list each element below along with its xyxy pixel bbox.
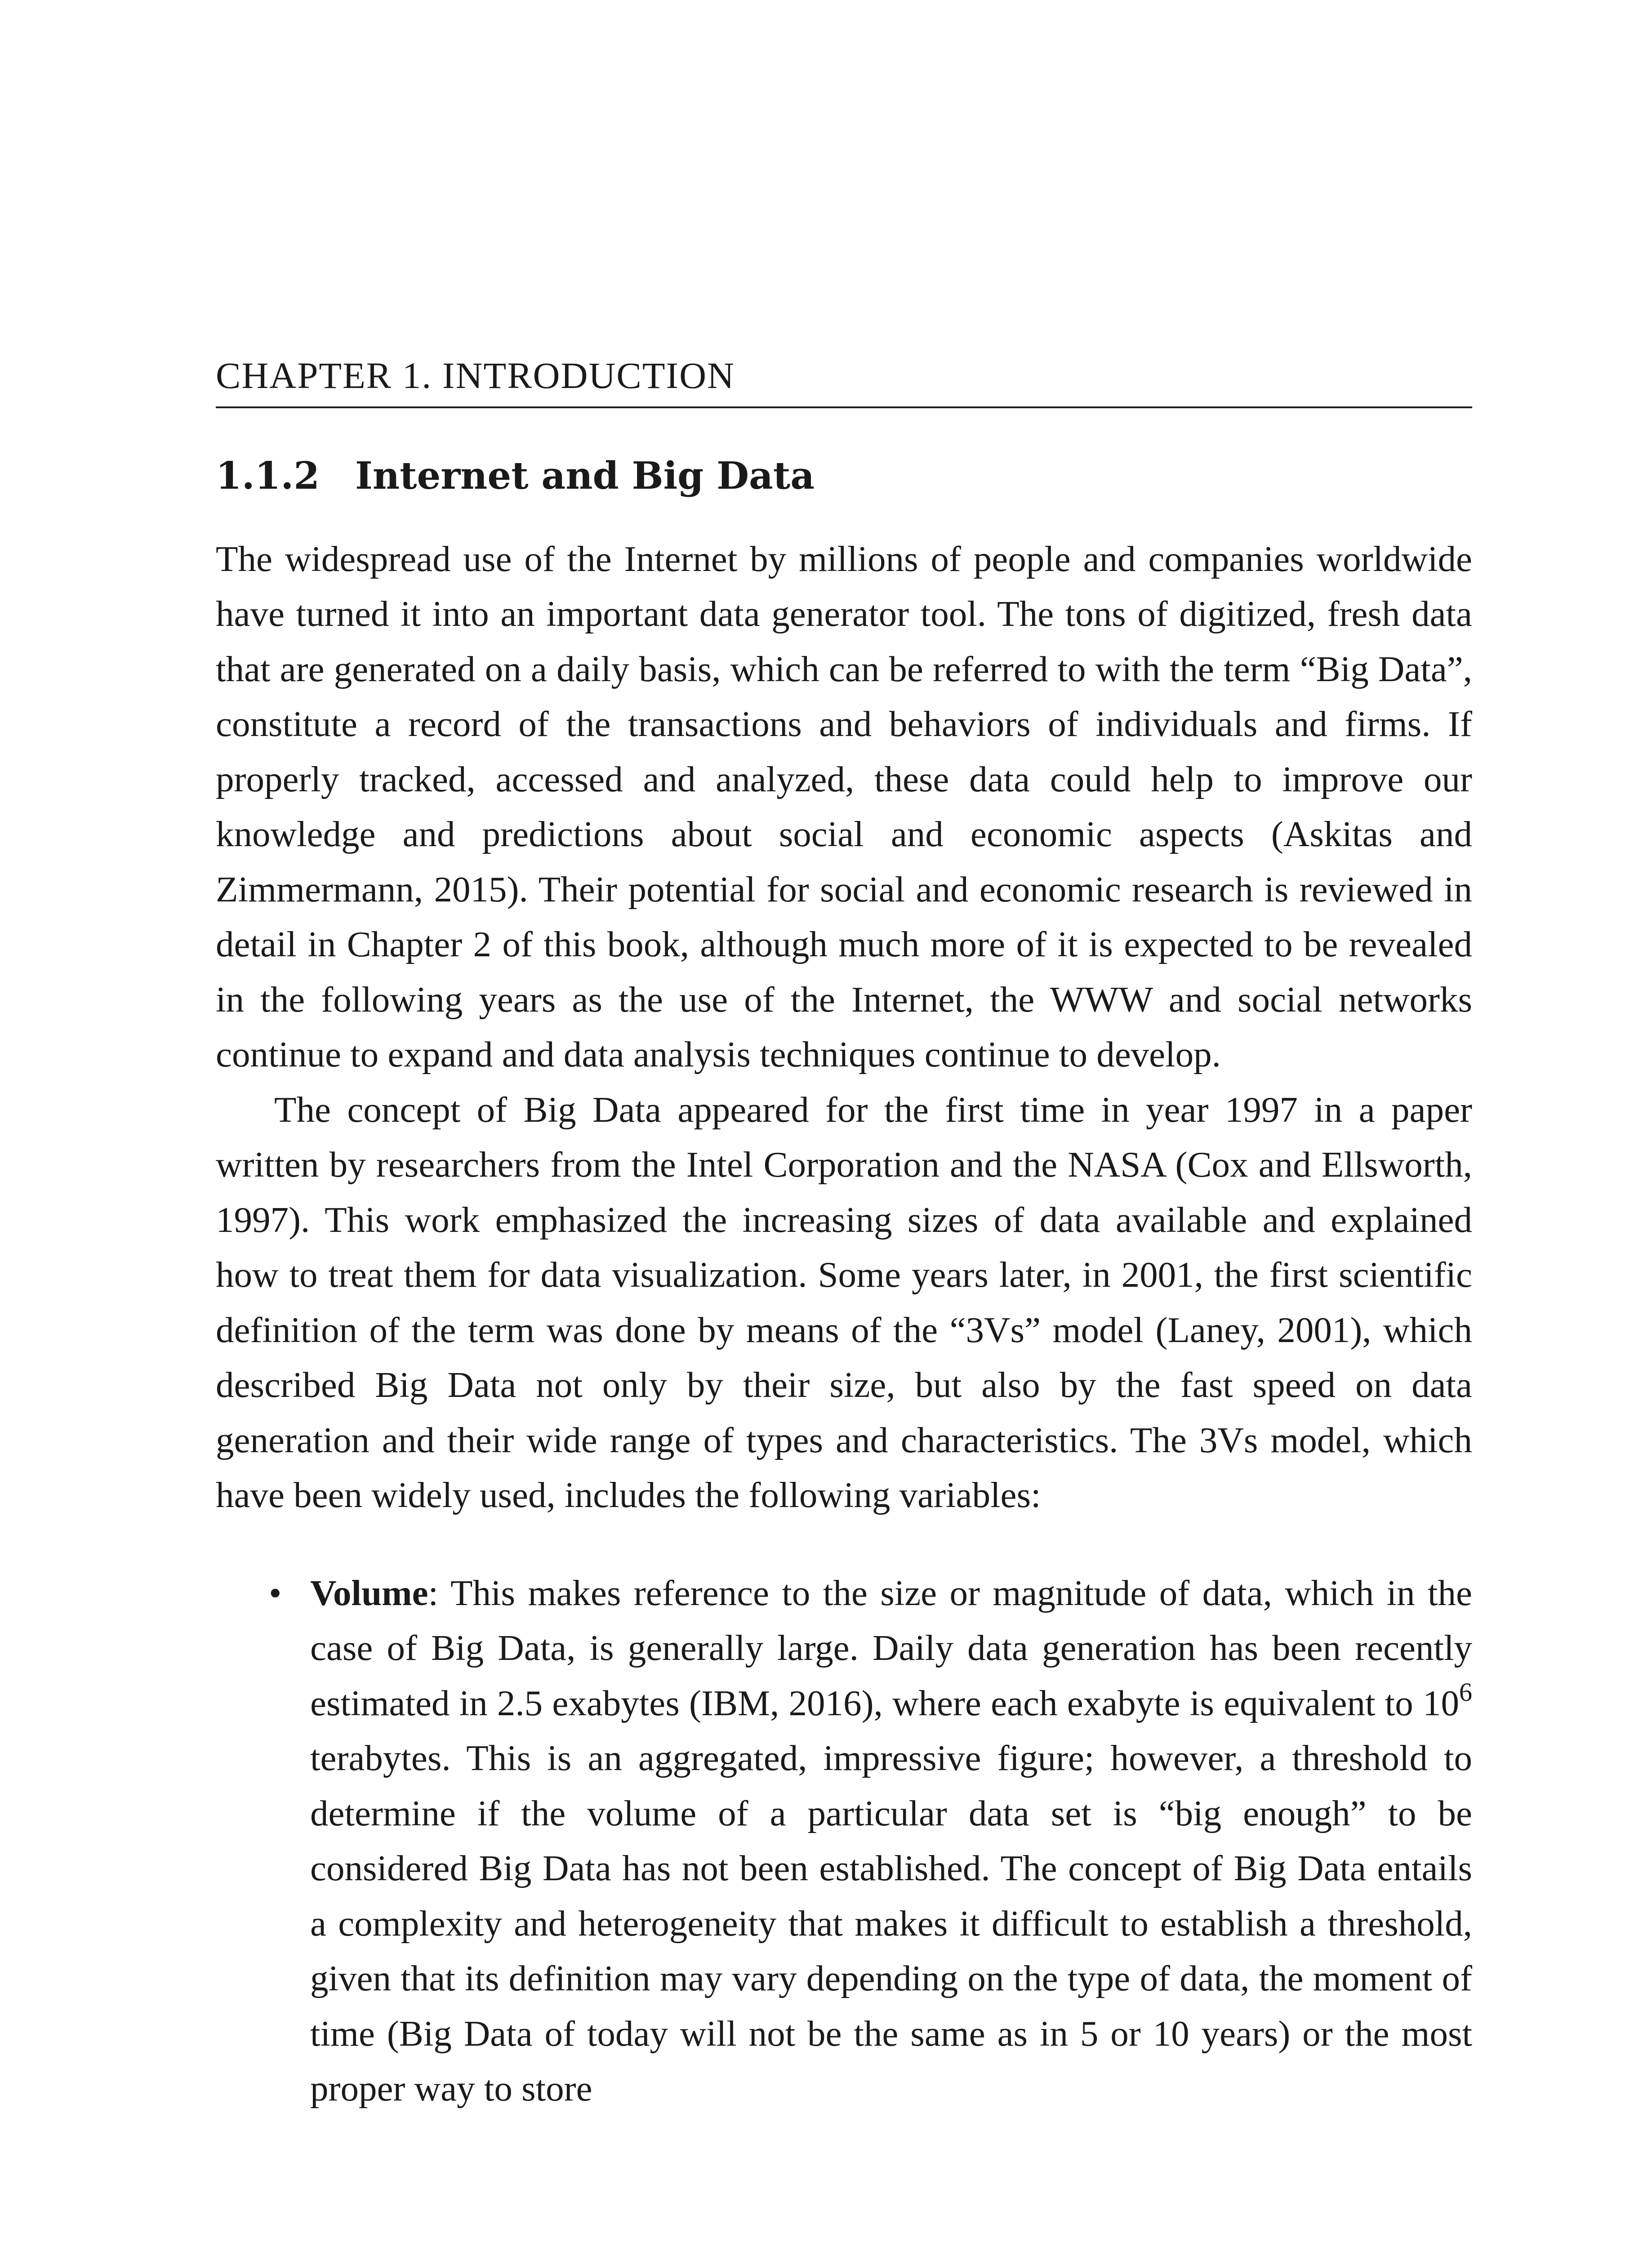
running-head: CHAPTER 1. INTRODUCTION <box>216 351 1472 408</box>
paragraph-1: The widespread use of the Internet by millions of people and companies worldwide have turned it into an important data generator tool. The tons of digitized, fresh data that are generated on a daily basis, which can be referred to with the term “Big Data”, constitute a record of the transactions and behaviors of individuals and firms. If properly tracked, accessed and analyzed, these data could help to improve our knowledge and predictions about social and economic aspects (Askitas and Zimmermann, 2015). Their potential for social and economic research is reviewed in detail in Chapter 2 of this book, although much more of it is expected to be revealed in the following years as the use of the Internet, the WWW and social networks continue to expand and data analysis techniques continue to develop. <box>216 538 1472 1075</box>
list-item-volume <box>216 1566 1472 2116</box>
variables-list <box>216 1566 1472 2116</box>
exponent: 6 <box>1459 1677 1472 1707</box>
page-content <box>216 351 1472 2116</box>
term-colon: : <box>428 1572 439 1613</box>
section-title: Internet and Big Data <box>355 454 815 498</box>
body-text <box>216 531 1472 2116</box>
volume-text-part-2: terabytes. This is an aggregated, impressive figure; however, a threshold to determine if the volume of a particular data set is “big enough” to be considered Big Data has not been established. The concept of Big Data entails a complexity and heterogeneity that makes it difficult to establish a threshold, given that its definition may vary depending on the type of data, the moment of time (Big Data of today will not be the same as in 5 or 10 years) or the most proper way to store <box>310 1738 1472 2109</box>
section-number: 1.1.2 <box>216 454 320 498</box>
bullet-icon: • <box>269 1572 282 1613</box>
volume-text-part-1: This makes reference to the size or magnitude of data, which in the case of Big Data, is generally large. Daily data generation has been recently estimated in 2.5 exabytes (IBM, 2016), where each exabyte is equivalent to 10 <box>310 1572 1472 1723</box>
section-heading <box>216 451 1472 500</box>
paragraph-2: The concept of Big Data appeared for the first time in year 1997 in a paper written by researchers from the Intel Corporation and the NASA (Cox and Ellsworth, 1997). This work emphasized the increasing sizes of data available and explained how to treat them for data visualization. Some years later, in 2001, the first scientific definition of the term was done by means of the “3Vs” model (Laney, 2001), which described Big Data not only by their size, but also by the fast speed on data generation and their wide range of types and characteristics. The 3Vs model, which have been widely used, includes the following variables: <box>216 1089 1472 1516</box>
term-volume: Volume <box>310 1572 428 1613</box>
